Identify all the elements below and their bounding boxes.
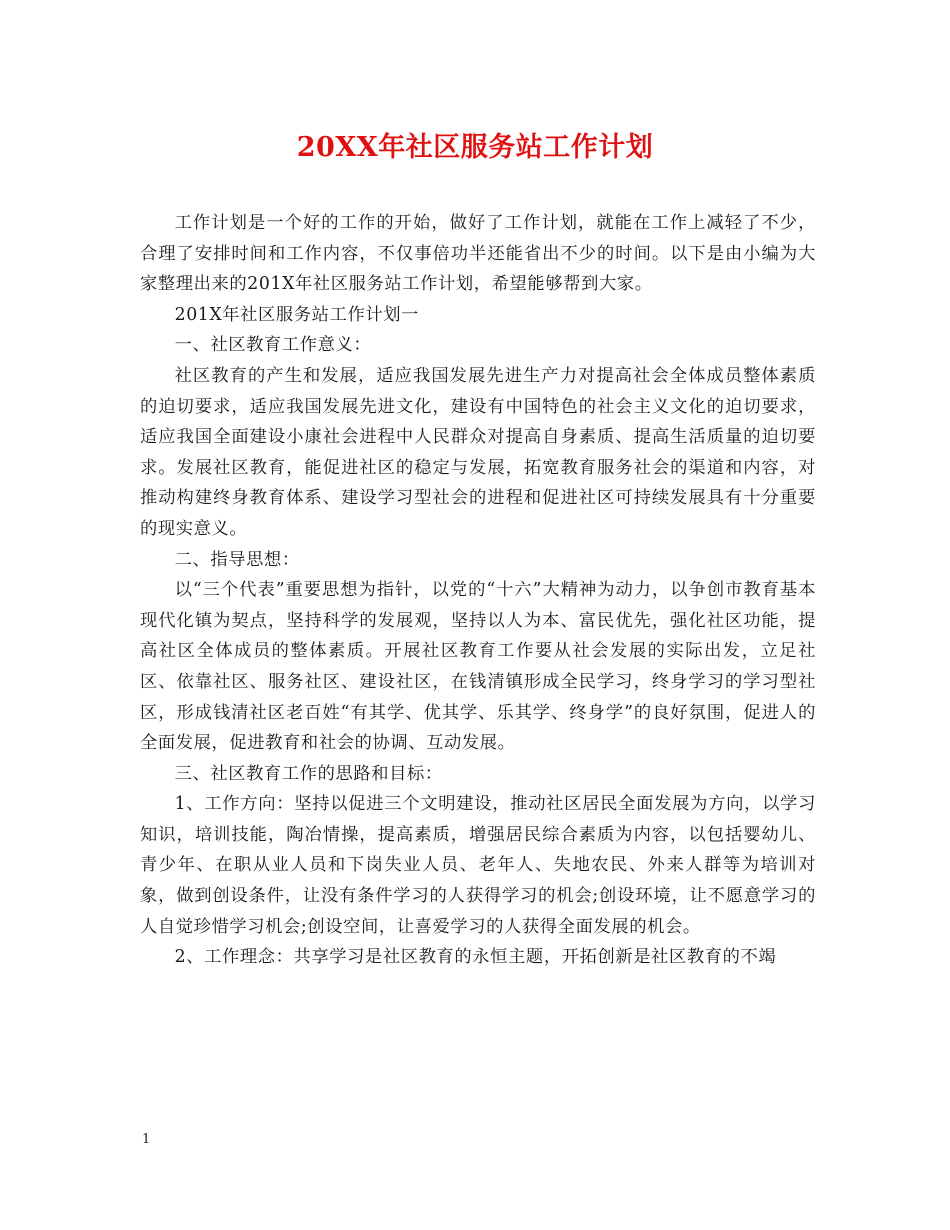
intro-paragraph: 工作计划是一个好的工作的开始，做好了工作计划，就能在工作上减轻了不少，合理了安排时间和工作内容，不仅事倍功半还能省出不少的时间。以下是由小编为大家整理出来的201X年社区服务站工作计划，希望能够帮到大家。 [140,213,816,295]
plan-heading: 201X年社区服务站工作计划一 [174,304,419,325]
section-paragraph-1: 社区教育的产生和发展，适应我国发展先进生产力对提高社会全体成员整体素质的迫切要求，适应我国发展先进文化，建设有中国特色的社会主义文化的迫切要求，适应我国全面建设小康社会进程中人民群众对提高自身素质、提高生活质量的迫切要求。发展社区教育，能促进社区的稳定与发展，拓宽教育服务社会的渠道和内容，对推动构建终身教育体系、建设学习型社会的进程和促进社区可持续发展具有十分重要的现实意义。 [140,365,816,539]
section-paragraph-2: 以“三个代表”重要思想为指针，以党的“十六”大精神为动力，以争创市教育基本现代化镇为契点，坚持科学的发展观，坚持以人为本、富民优先，强化社区功能，提高社区全体成员的整体素质。开展社区教育工作要从社会发展的实际出发，立足社区、依靠社区、服务社区、建设社区，在钱清镇形成全民学习，终身学习的学习型社区，形成钱清社区老百姓“有其学、优其学、乐其学、终身学”的良好氛围，促进人的全面发展，促进教育和社会的协调、互动发展。 [140,580,816,754]
section-heading-1: 一、社区教育工作意义： [174,335,372,356]
work-concept-paragraph: 2、工作理念：共享学习是社区教育的永恒主题，开拓创新是社区教育的不竭 [174,947,777,968]
work-direction-paragraph: 1、工作方向：坚持以促进三个文明建设，推动社区居民全面发展为方向，以学习知识，培训技能，陶冶情操，提高素质，增强居民综合素质为内容，以包括婴幼儿、青少年、在职从业人员和下岗失业人员、老年人、失地农民、外来人群等为培训对象，做到创设条件，让没有条件学习的人获得学习的机会;创设环境，让不愿意学习的人自觉珍惜学习机会;创设空间，让喜爱学习的人获得全面发展的机会。 [140,794,816,937]
document-title: 20XX年社区服务站工作计划 [296,132,654,163]
page-number: 1 [142,1132,151,1147]
section-heading-3: 三、社区教育工作的思路和目标： [174,763,443,784]
section-heading-2: 二、指导思想： [174,549,300,570]
document-body [140,208,816,973]
